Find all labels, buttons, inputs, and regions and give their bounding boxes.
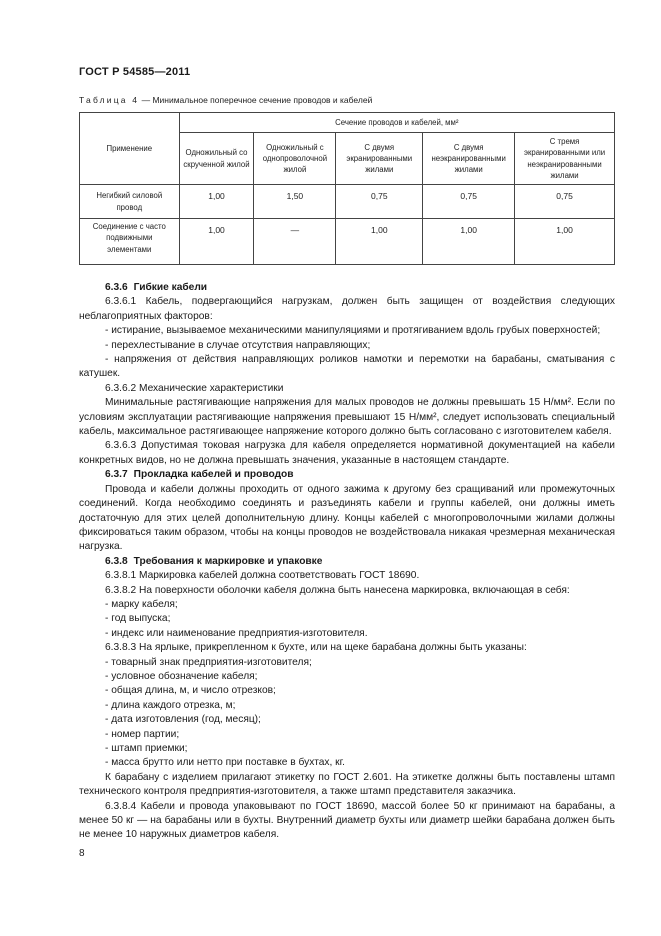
table-cell: 1,50 <box>254 185 336 219</box>
list-item: - номер партии; <box>105 728 180 740</box>
header-two-unshielded: С двумя неэкранированными жилами <box>423 133 515 185</box>
table-cell: 1,00 <box>423 219 515 265</box>
table-cell: 1,00 <box>515 219 615 265</box>
table-caption-label: Таблица 4 <box>79 95 140 105</box>
table-row <box>80 185 615 219</box>
list-item: - марку кабеля; <box>105 598 178 610</box>
paragraph: 6.3.8.1 Маркировка кабелей должна соответствовать ГОСТ 18690. <box>105 570 420 582</box>
list-item: - дата изготовления (год, месяц); <box>105 714 261 726</box>
table-cell: 1,00 <box>179 219 254 265</box>
list-item: - год выпуска; <box>105 613 171 625</box>
list-item: - истирание, вызываемое механическими манипуляциями и протягиванием вдоль грубых поверхностей; <box>105 325 601 337</box>
list-item: - напряжения от действия направляющих роликов намотки и перемотки на барабаны, сматывания с катушек. <box>79 354 615 380</box>
section-heading: 6.3.8 Требования к маркировке и упаковке <box>105 555 323 567</box>
cross-section-table <box>79 112 615 265</box>
list-item: - индекс или наименование предприятия-изготовителя. <box>105 627 368 639</box>
paragraph: 6.3.8.2 На поверхности оболочки кабеля должна быть нанесена маркировка, включающая в себя: <box>105 584 570 596</box>
paragraph: 6.3.6.1 Кабель, подвергающийся нагрузкам, должен быть защищен от воздействия следующих неблагоприятных факторов: <box>79 296 615 322</box>
table-cell: 0,75 <box>423 185 515 219</box>
list-item: - товарный знак предприятия-изготовителя; <box>105 656 312 668</box>
header-stranded-single: Одножильный со скрученной жилой <box>179 133 254 185</box>
paragraph: Провода и кабели должны проходить от одного зажима к другому без сращиваний или промежуточных соединений. Когда необходимо соединять и разъединять кабели и группы кабелей, они должны иметь достаточную для этих целей дополнительную длину. Концы кабелей с многопроволочными жилами должны фиксироваться таким образом, чтобы на концы проводов не воздействовала никакая чрезмерная механическая нагрузка. <box>79 483 615 553</box>
list-item: - длина каждого отрезка, м; <box>105 699 236 711</box>
paragraph: К барабану с изделием прилагают этикетку по ГОСТ 2.601. На этикетке должны быть поставлены штамп технического контроля предприятия-изготовителя, а также штамп представителя заказчика. <box>79 771 615 798</box>
row-name: Соединение с часто подвижными элементами <box>80 219 180 265</box>
body-text <box>79 281 615 843</box>
paragraph: 6.3.6.2 Механические характеристики <box>105 382 284 394</box>
list-item: - условное обозначение кабеля; <box>105 670 258 682</box>
header-two-shielded: С двумя экранированными жилами <box>336 133 423 185</box>
table-cell: — <box>254 219 336 265</box>
section-heading: 6.3.7 Прокладка кабелей и проводов <box>105 469 294 481</box>
table-cell: 1,00 <box>336 219 423 265</box>
paragraph: 6.3.8.3 На ярлыке, прикрепленном к бухте, или на щеке барабана должны быть указаны: <box>105 642 527 654</box>
page-number: 8 <box>79 848 85 859</box>
header-application: Применение <box>80 113 180 185</box>
table-cell: 1,00 <box>179 185 254 219</box>
table-caption <box>79 95 372 105</box>
list-item: - штамп приемки; <box>105 743 188 754</box>
table-cell: 0,75 <box>515 185 615 219</box>
standard-header: ГОСТ Р 54585—2011 <box>79 66 191 78</box>
table-caption-text: — Минимальное поперечное сечение проводов и кабелей <box>139 95 373 105</box>
header-cross-section-group: Сечение проводов и кабелей, мм² <box>179 113 614 133</box>
list-item: - масса брутто или нетто при поставке в бухтах, кг. <box>105 757 345 769</box>
row-name: Негибкий силовой провод <box>80 185 180 219</box>
list-item: - общая длина, м, и число отрезков; <box>105 685 276 697</box>
table-cell: 0,75 <box>336 185 423 219</box>
header-three-cores: С тремя экранированными или неэкранированными жилами <box>515 133 615 185</box>
paragraph: 6.3.8.4 Кабели и провода упаковывают по ГОСТ 18690, массой более 50 кг принимают на барабаны, а менее 50 кг — на барабаны или в бухты. Внутренний диаметр бухты или диаметр шейки барабана должен быть не менее 10 наружных диаметров кабеля. <box>79 800 615 841</box>
table-row <box>80 219 615 265</box>
list-item: - перехлестывание в случае отсутствия направляющих; <box>105 339 371 351</box>
section-heading: 6.3.6 Гибкие кабели <box>105 282 208 293</box>
paragraph: 6.3.6.3 Допустимая токовая нагрузка для кабеля определяется нормативной документацией на кабели конкретных видов, но не должна превышать значения, указанные в настоящем стандарте. <box>79 440 615 466</box>
header-solid-single: Одножильный с однопроволочной жилой <box>254 133 336 185</box>
paragraph: Минимальные растягивающие напряжения для малых проводов не должны превышать 15 Н/мм². Если по условиям эксплуатации растягивающие напряжения превышают 15 Н/мм², следует использовать специальный кабель, максимальное растягивающее напряжение которого должно быть согласовано с изготовителем кабеля. <box>79 397 615 438</box>
